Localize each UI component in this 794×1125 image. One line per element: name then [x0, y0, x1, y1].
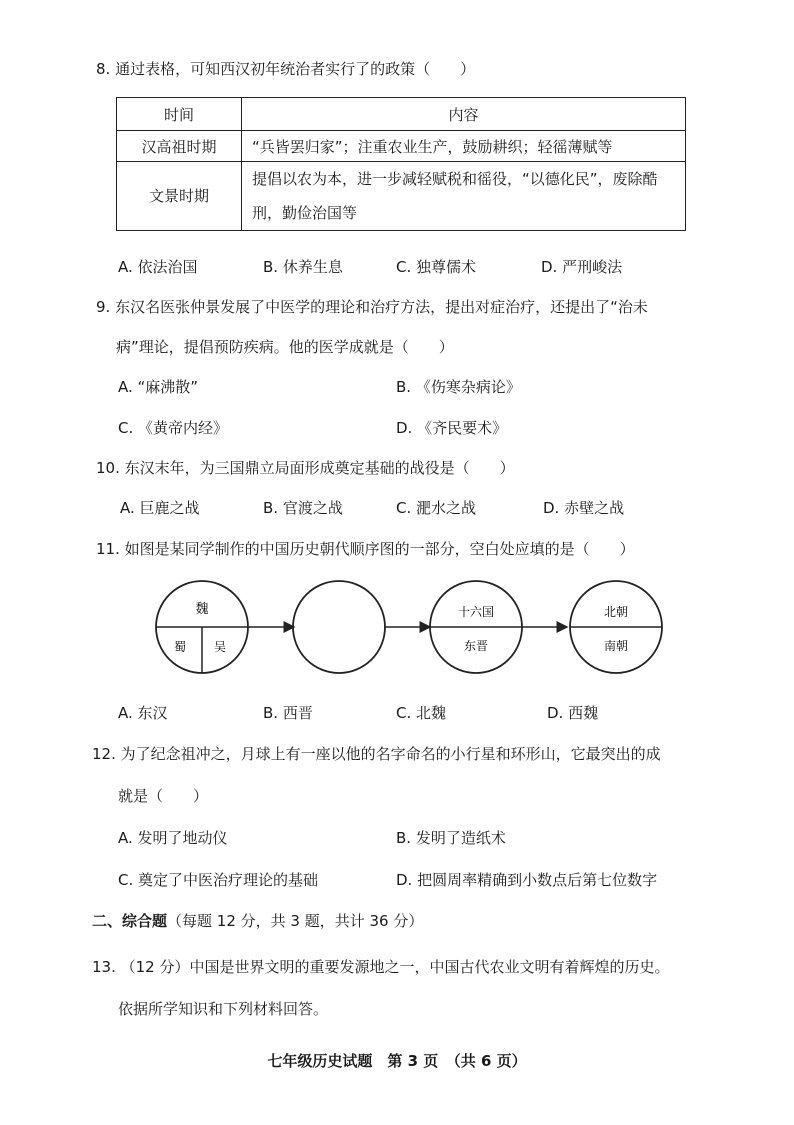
q10-option-c[interactable]: C. 淝水之战 [396, 499, 477, 517]
table-row [117, 162, 686, 231]
q9-option-d[interactable]: D. 《齐民要术》 [396, 419, 508, 437]
q13-stem-line2: 依据所学知识和下列材料回答。 [118, 1000, 329, 1018]
table-cell-time: 文景时期 [117, 162, 242, 231]
table-header-content: 内容 [242, 98, 686, 131]
dynasty-sequence-diagram [0, 570, 794, 690]
q11-option-a[interactable]: A. 东汉 [118, 704, 168, 722]
table-cell-content [242, 162, 686, 231]
q9-stem-line2: 病”理论，提倡预防疾病。他的医学成就是（ ） [116, 338, 454, 356]
q11-option-c[interactable]: C. 北魏 [396, 704, 447, 722]
policy-table [116, 97, 686, 231]
q10-option-d[interactable]: D. 赤壁之战 [543, 499, 625, 517]
q9-option-a[interactable]: A. “麻沸散” [118, 378, 199, 396]
q9-option-c[interactable]: C. 《黄帝内经》 [118, 419, 229, 437]
q12-stem-line2: 就是（ ） [118, 787, 209, 805]
q9-option-b[interactable]: B. 《伤寒杂病论》 [396, 378, 521, 396]
q10-option-a[interactable]: A. 巨鹿之战 [120, 499, 200, 517]
dynasty-circle-blank [293, 581, 385, 673]
label-wu: 吴 [213, 640, 227, 654]
section-heading [92, 910, 423, 931]
q10-stem: 10. 东汉末年，为三国鼎立局面形成奠定基础的战役是（ ） [96, 459, 515, 477]
q8-option-a[interactable]: A. 依法治国 [118, 258, 198, 276]
table-cell-content: “兵皆罢归家”；注重农业生产，鼓励耕织；轻徭薄赋等 [242, 131, 686, 162]
q8-option-c[interactable]: C. 独尊儒术 [396, 258, 477, 276]
table-row [117, 131, 686, 162]
label-sixteen-kingdoms: 十六国 [457, 605, 495, 619]
q11-stem: 11. 如图是某同学制作的中国历史朝代顺序图的一部分，空白处应填的是（ ） [96, 540, 635, 558]
q12-option-b[interactable]: B. 发明了造纸术 [396, 829, 506, 847]
q11-option-d[interactable]: D. 西魏 [547, 704, 599, 722]
section-note: （每题 12 分，共 3 题，共计 36 分） [167, 912, 424, 930]
q12-option-a[interactable]: A. 发明了地动仪 [118, 829, 228, 847]
label-shu: 蜀 [173, 640, 187, 654]
q10-option-b[interactable]: B. 官渡之战 [263, 499, 343, 517]
q12-option-c[interactable]: C. 奠定了中医治疗理论的基础 [118, 871, 319, 889]
dynasty-circle-three-kingdoms [156, 581, 248, 673]
section-title: 二、综合题 [92, 912, 168, 930]
dynasty-circle-sixteen-kingdoms [430, 581, 522, 673]
q13-stem-line1: 13. （12 分）中国是世界文明的重要发源地之一，中国古代农业文明有着辉煌的历史。 [92, 958, 670, 976]
label-eastern-jin: 东晋 [463, 639, 489, 653]
q11-option-b[interactable]: B. 西晋 [263, 704, 313, 722]
table-header-time: 时间 [117, 98, 242, 131]
q12-option-d[interactable]: D. 把圆周率精确到小数点后第七位数字 [396, 871, 658, 889]
dynasty-circle-northern-southern [570, 581, 662, 673]
table-cell-line: 刑，勤俭治国等 [252, 204, 358, 222]
q8-option-d[interactable]: D. 严刑峻法 [541, 258, 623, 276]
page-footer: 七年级历史试题 第 3 页 （共 6 页） [267, 1052, 527, 1070]
table-cell-time: 汉高祖时期 [117, 131, 242, 162]
q8-option-b[interactable]: B. 休养生息 [263, 258, 343, 276]
q8-stem: 8. 通过表格，可知西汉初年统治者实行了的政策（ ） [96, 60, 476, 78]
q9-stem-line1: 9. 东汉名医张仲景发展了中医学的理论和治疗方法，提出对症治疗，还提出了“治未 [96, 298, 648, 316]
label-wei: 魏 [195, 602, 209, 617]
q12-stem-line1: 12. 为了纪念祖冲之，月球上有一座以他的名字命名的小行星和环形山，它最突出的成 [92, 745, 661, 763]
label-northern-dynasties: 北朝 [603, 605, 629, 619]
label-southern-dynasties: 南朝 [603, 639, 629, 653]
table-cell-line: 提倡以农为本，进一步减轻赋税和徭役，“以德化民”，废除酷 [252, 170, 658, 188]
